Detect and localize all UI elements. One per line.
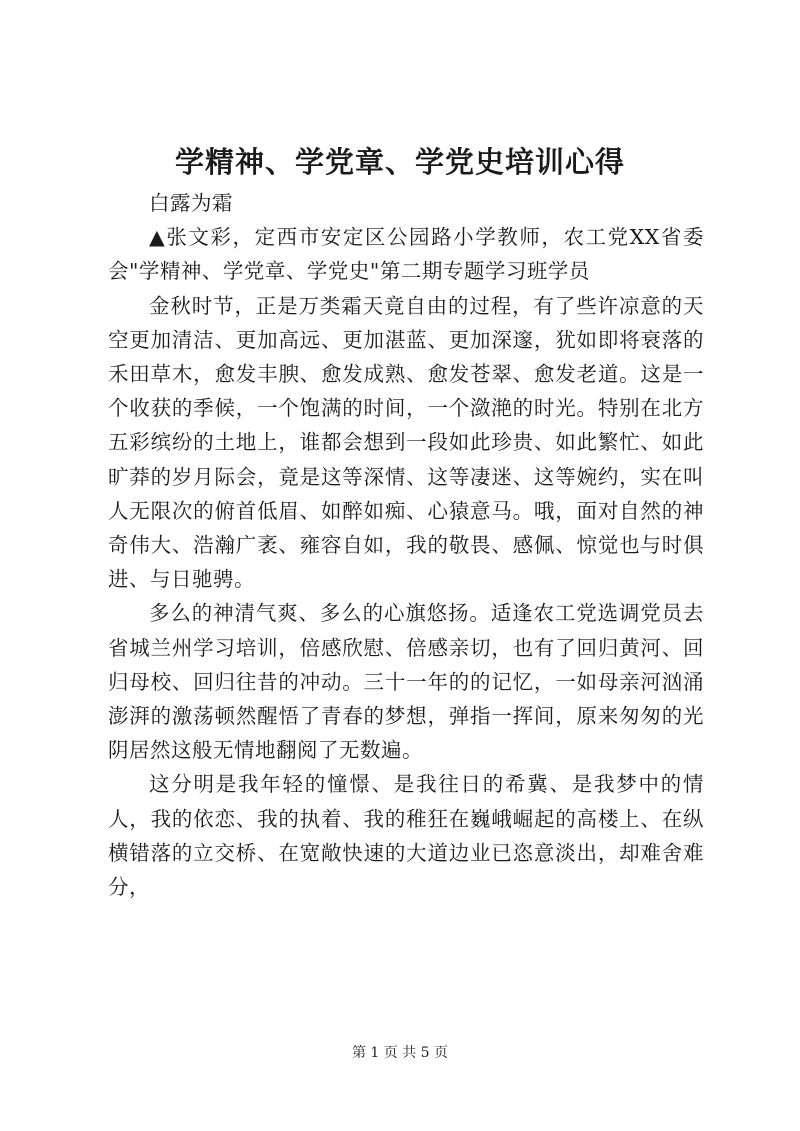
body-paragraph: 这分明是我年轻的憧憬、是我往日的希冀、是我梦中的情人，我的依恋、我的执着、我的稚狂在巍峨崛起的高楼上、在纵横错落的立交桥、在宽敞快速的大道边业已恣意淡出，却难舍难分， [108, 772, 704, 900]
document-body [108, 186, 704, 904]
author-bio: ▲张文彩，定西市安定区公园路小学教师，农工党XX省委会"学精神、学党章、学党史"第二期专题学习班学员 [108, 225, 704, 284]
document-title: 学精神、学党章、学党史培训心得 [174, 145, 625, 179]
body-paragraph: 多么的神清气爽、多么的心旗悠扬。适逢农工党选调党员去省城兰州学习培训，倍感欣慰、倍感亲切，也有了回归黄河、回归母校、回归往昔的冲动。三十一年的的记忆，一如母亲河汹涌澎湃的激荡顿然醒悟了青春的梦想，弹指一挥间，原来匆匆的光阴居然这般无情地翻阅了无数遍。 [108, 601, 704, 763]
page-number: 第 1 页 共 5 页 [351, 1045, 449, 1061]
body-paragraph: 金秋时节，正是万类霜天竟自由的过程，有了些许凉意的天空更加清洁、更加高远、更加湛蓝、更加深邃，犹如即将衰落的禾田草木，愈发丰腴、愈发成熟、愈发苍翠、愈发老道。这是一个收获的季候，一个饱满的时间，一个潋滟的时光。特别在北方五彩缤纷的土地上，谁都会想到一段如此珍贵、如此繁忙、如此旷莽的岁月际会，竟是这等深情、这等凄迷、这等婉约，实在叫人无限次的俯首低眉、如醉如痴、心猿意马。哦，面对自然的神奇伟大、浩瀚广袤、雍容自如，我的敬畏、感佩、惊觉也与时俱进、与日驰骋。 [108, 293, 704, 592]
author-pen-name: 白露为霜 [149, 191, 233, 215]
